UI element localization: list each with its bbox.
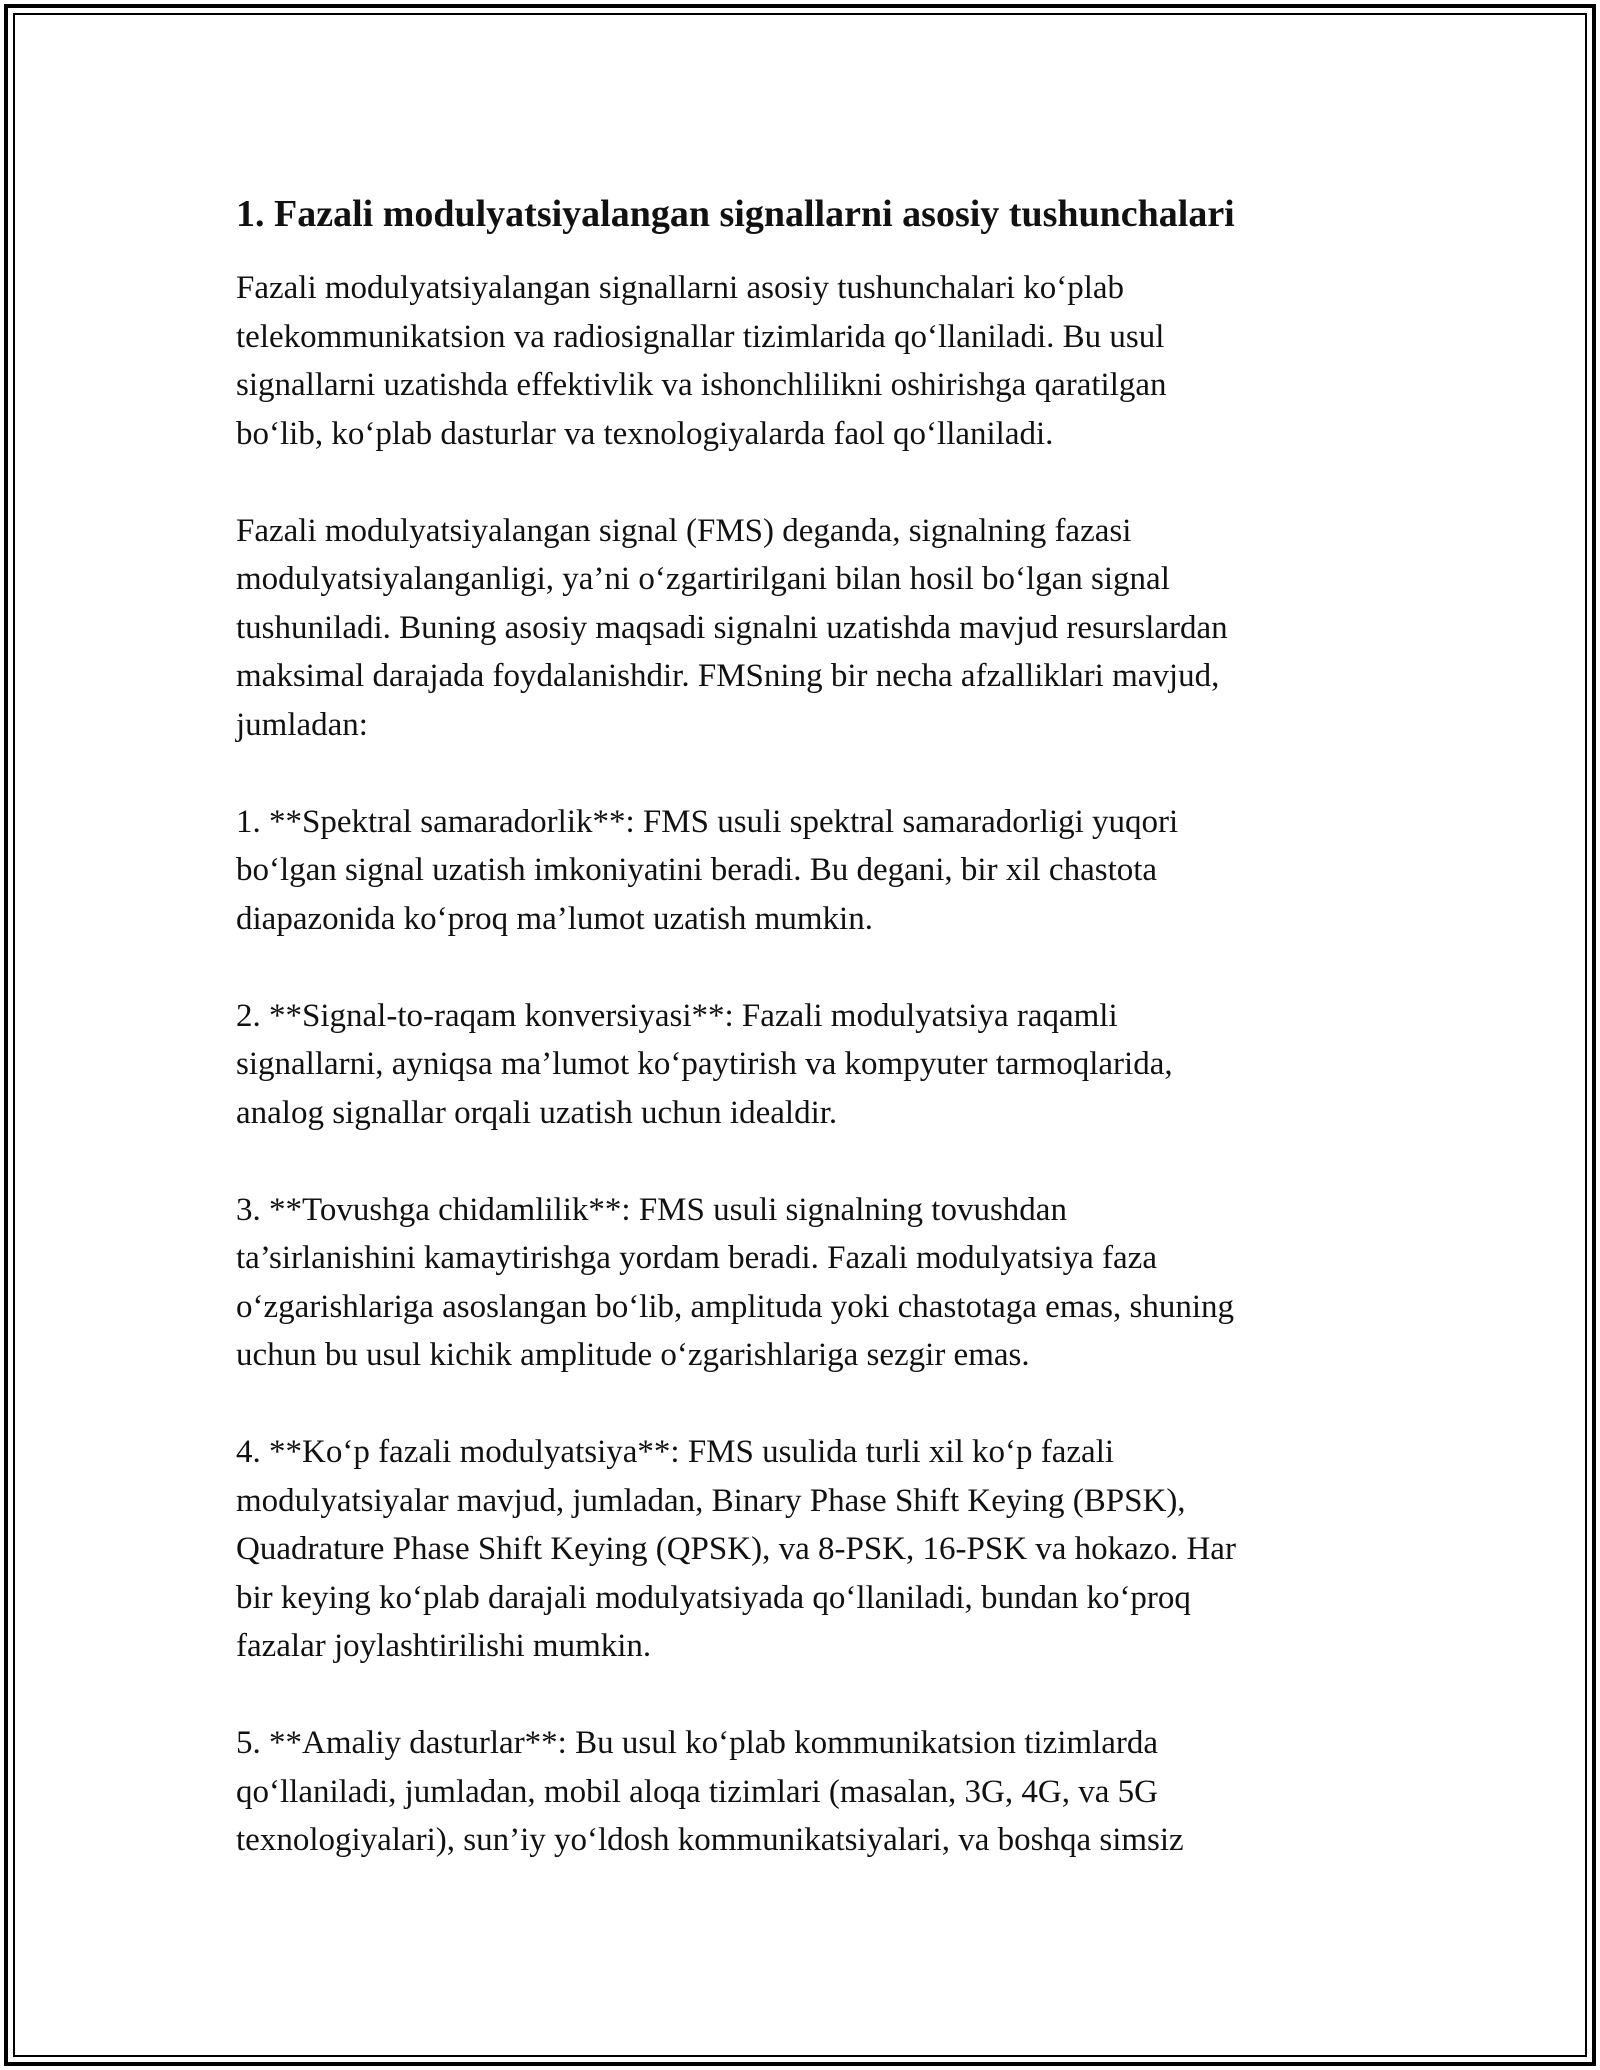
paragraph-definition <box>236 507 1366 750</box>
text-line: Fazali modulyatsiyalangan signal (FMS) deganda, signalning fazasi <box>236 512 1132 549</box>
text-line: modulyatsiyalanganligi, ya’ni o‘zgartirilgani bilan hosil bo‘lgan signal <box>236 561 1170 597</box>
text-line: Fazali modulyatsiyalangan signallarni asosiy tushunchalari ko‘plab <box>236 270 1125 306</box>
text-line: 2. **Signal-to-raqam konversiyasi**: Fazali modulyatsiya raqamli <box>236 997 1118 1034</box>
text-line: 3. **Tovushga chidamlilik**: FMS usuli signalning tovushdan <box>236 1191 1067 1228</box>
text-line: o‘zgarishlariga asoslangan bo‘lib, amplituda yoki chastotaga emas, shuning <box>236 1288 1234 1325</box>
list-item-2 <box>236 992 1366 1138</box>
section-heading: 1. Fazali modulyatsiyalangan signallarni asosiy tushunchalari <box>236 193 1235 235</box>
text-line: bo‘lib, ko‘plab dasturlar va texnologiyalarda faol qo‘llaniladi. <box>236 415 1054 452</box>
text-line: signallarni, ayniqsa ma’lumot ko‘paytirish va kompyuter tarmoqlarida, <box>236 1046 1173 1082</box>
document-body <box>236 186 1366 1913</box>
list-item-3 <box>236 1186 1366 1380</box>
text-line: maksimal darajada foydalanishdir. FMSning bir necha afzalliklari mavjud, <box>236 658 1220 694</box>
text-line: diapazonida ko‘proq ma’lumot uzatish mumkin. <box>236 900 873 937</box>
text-line: bo‘lgan signal uzatish imkoniyatini beradi. Bu degani, bir xil chastota <box>236 852 1158 888</box>
text-line: bir keying ko‘plab darajali modulyatsiyada qo‘llaniladi, bundan ko‘proq <box>236 1579 1191 1616</box>
text-line: uchun bu usul kichik amplitude o‘zgarishlariga sezgir emas. <box>236 1337 1030 1373</box>
text-line: 4. **Ko‘p fazali modulyatsiya**: FMS usulida turli xil ko‘p fazali <box>236 1434 1115 1470</box>
text-line: modulyatsiyalar mavjud, jumladan, Binary Phase Shift Keying (BPSK), <box>236 1482 1186 1519</box>
list-item-4 <box>236 1428 1366 1671</box>
text-line: texnologiyalari), sun’iy yo‘ldosh kommunikatsiyalari, va boshqa simsiz <box>236 1822 1184 1858</box>
text-line: 1. **Spektral samaradorlik**: FMS usuli spektral samaradorligi yuqori <box>236 803 1179 840</box>
text-line: telekommunikatsion va radiosignallar tizimlarida qo‘llaniladi. Bu usul <box>236 318 1165 355</box>
text-line: fazalar joylashtirilishi mumkin. <box>236 1628 652 1664</box>
text-line: signallarni uzatishda effektivlik va ishonchlilikni oshirishga qaratilgan <box>236 367 1167 403</box>
list-item-5 <box>236 1719 1366 1865</box>
text-line: analog signallar orqali uzatish uchun idealdir. <box>236 1094 838 1131</box>
text-line: ta’sirlanishini kamaytirishga yordam beradi. Fazali modulyatsiya faza <box>236 1240 1157 1276</box>
text-line: qo‘llaniladi, jumladan, mobil aloqa tizimlari (masalan, 3G, 4G, va 5G <box>236 1773 1158 1810</box>
paragraph-intro <box>236 264 1366 458</box>
text-line: Quadrature Phase Shift Keying (QPSK), va 8-PSK, 16-PSK va hokazo. Har <box>236 1531 1236 1567</box>
text-line: 5. **Amaliy dasturlar**: Bu usul ko‘plab kommunikatsion tizimlarda <box>236 1725 1159 1761</box>
text-line: jumladan: <box>236 706 368 743</box>
list-item-1 <box>236 798 1366 944</box>
text-line: tushuniladi. Buning asosiy maqsadi signalni uzatishda mavjud resurslardan <box>236 609 1228 646</box>
